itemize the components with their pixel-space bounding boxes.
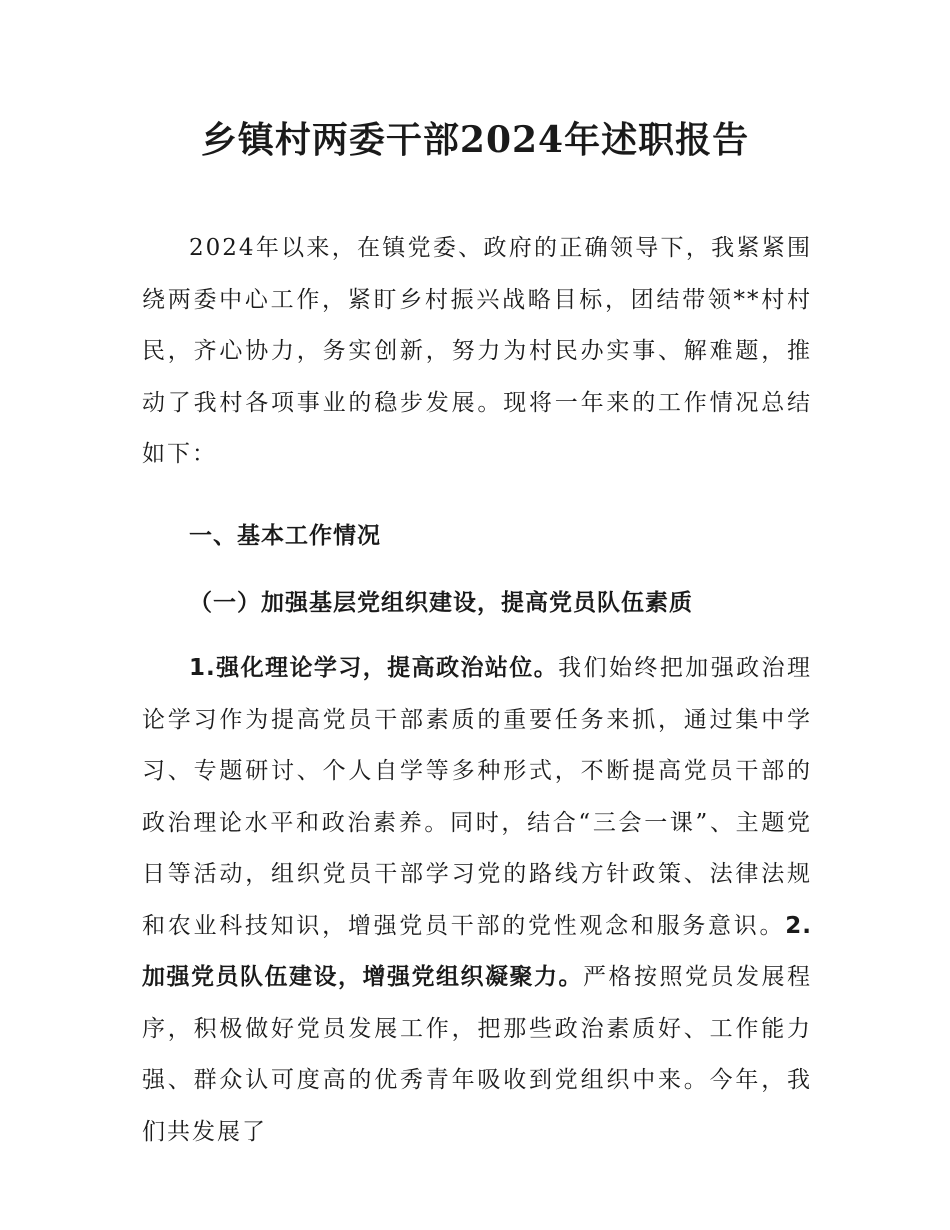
item2-lead: 2.加强党员队伍建设，增强党组织凝聚力。 — [142, 912, 812, 990]
item1-body: 我们始终把加强政治理论学习作为提高党员干部素质的重要任务来抓，通过集中学习、专题研讨、个人自学等多种形式，不断提高党员干部的政治理论水平和政治素养。同时，结合“三会一课”、主题党日等活动，组织党员干部学习党的路线方针政策、法律法规和农业科技知识，增强党员干部的党性观念和服务意识。 — [142, 655, 813, 939]
section-heading-basic-work: 一、基本工作情况 — [189, 523, 381, 549]
item1-lead: 1.强化理论学习，提高政治站位。 — [189, 655, 559, 681]
intro-paragraph: 2024年以来，在镇党委、政府的正确领导下，我紧紧围绕两委中心工作，紧盯乡村振兴战略目标，团结带领**村村民，齐心协力，务实创新，努力为村民办实事、解难题，推动了我村各项事业的稳步发展。现将一年来的工作情况总结如下： — [142, 235, 812, 467]
document-title: 乡镇村两委干部2024年述职报告 — [200, 119, 750, 161]
main-paragraph — [142, 643, 812, 1158]
subsection-heading-party-building: （一）加强基层党组织建设，提高党员队伍素质 — [189, 590, 693, 616]
item2-body: 严格按照党员发展程序，积极做好党员发展工作，把那些政治素质好、工作能力强、群众认可度高的优秀青年吸收到党组织中来。今年，我们共发展了 — [142, 964, 812, 1145]
